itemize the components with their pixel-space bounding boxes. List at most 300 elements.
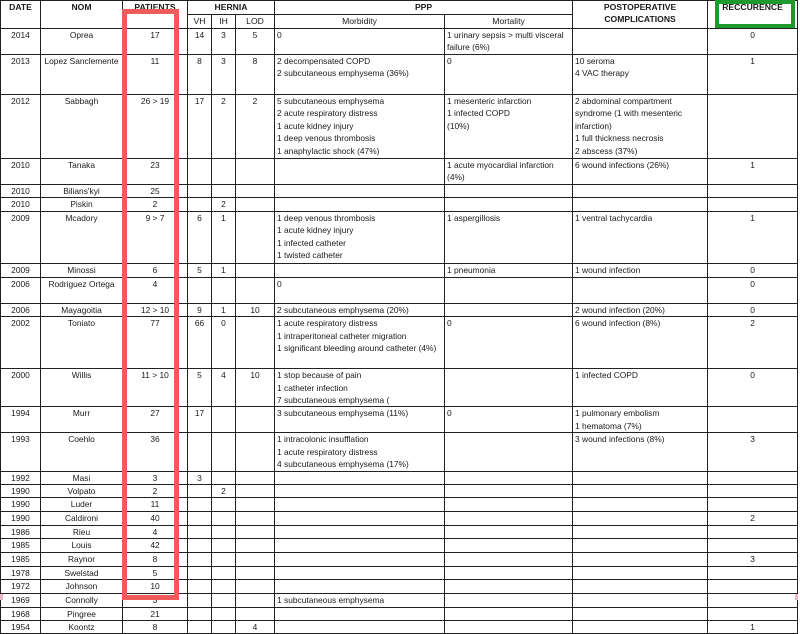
date-cell: 2013 bbox=[1, 55, 41, 95]
patients-cell: 42 bbox=[123, 539, 188, 553]
vh-cell: 3 bbox=[188, 471, 212, 484]
postop-line: 1 pulmonary embolism bbox=[575, 408, 660, 419]
morbidity-line: 7 subcutaneous emphysema ( bbox=[277, 395, 390, 406]
morbidity-cell bbox=[275, 607, 445, 620]
date-cell: 2000 bbox=[1, 369, 41, 407]
ih-cell bbox=[212, 539, 236, 553]
patients-cell: 11 bbox=[123, 55, 188, 95]
lod-cell bbox=[236, 580, 275, 593]
postop-cell bbox=[573, 485, 708, 498]
name-cell: Bilians'kyi bbox=[41, 185, 123, 198]
patients-cell: 12 > 10 bbox=[123, 303, 188, 316]
ih-cell bbox=[212, 580, 236, 593]
morbidity-line: 1 intraperitoneal catheter migration bbox=[277, 330, 407, 341]
patients-cell: 9 > 7 bbox=[123, 211, 188, 263]
date-cell: 1968 bbox=[1, 607, 41, 620]
name-cell: Coehlo bbox=[41, 433, 123, 471]
morbidity-line: 2 decompensated COPD bbox=[277, 56, 371, 66]
table-row bbox=[1, 539, 798, 553]
vh-cell bbox=[188, 277, 212, 303]
patients-cell: 77 bbox=[123, 317, 188, 369]
name-cell: Oprea bbox=[41, 29, 123, 55]
morbidity-cell bbox=[275, 593, 445, 607]
name-cell: Rodriguez Ortega bbox=[41, 277, 123, 303]
name-cell: Lopez Sanclemente bbox=[41, 55, 123, 95]
lod-cell bbox=[236, 553, 275, 566]
patients-cell: 11 bbox=[123, 498, 188, 511]
lod-cell bbox=[236, 185, 275, 198]
mortality-cell bbox=[445, 620, 573, 633]
morbidity-line: 3 subcutaneous emphysema (11%) bbox=[277, 408, 409, 419]
vh-cell: 5 bbox=[188, 263, 212, 277]
header-nom: NOM bbox=[41, 1, 123, 29]
morbidity-cell bbox=[275, 498, 445, 511]
name-cell: Willis bbox=[41, 369, 123, 407]
name-cell: Swelstad bbox=[41, 566, 123, 579]
morbidity-line: 0 bbox=[277, 278, 282, 289]
table-row bbox=[1, 433, 798, 471]
date-cell: 1993 bbox=[1, 433, 41, 471]
recurrence-cell: 0 bbox=[708, 29, 798, 55]
morbidity-cell bbox=[275, 317, 445, 369]
morbidity-cell bbox=[275, 511, 445, 525]
postop-line: 2 wound infection (20%) bbox=[575, 304, 665, 315]
table-row bbox=[1, 369, 798, 407]
postop-cell bbox=[573, 553, 708, 566]
postop-cell bbox=[573, 498, 708, 511]
patients-cell: 25 bbox=[123, 185, 188, 198]
table-row bbox=[1, 607, 798, 620]
recurrence-cell: 2 bbox=[708, 511, 798, 525]
name-cell: Raynor bbox=[41, 553, 123, 566]
name-cell: Toniato bbox=[41, 317, 123, 369]
vh-cell bbox=[188, 566, 212, 579]
morbidity-line: 4 subcutaneous emphysema (17%) bbox=[277, 459, 409, 470]
vh-cell bbox=[188, 593, 212, 607]
mortality-line: 1 pneumonia bbox=[447, 264, 496, 275]
mortality-cell bbox=[445, 29, 573, 55]
name-cell: Johnson bbox=[41, 580, 123, 593]
name-cell: Koontz bbox=[41, 620, 123, 633]
ih-cell: 3 bbox=[212, 55, 236, 95]
table-row bbox=[1, 263, 798, 277]
lod-cell: 5 bbox=[236, 29, 275, 55]
mortality-cell bbox=[445, 303, 573, 316]
table-row bbox=[1, 159, 798, 185]
vh-cell bbox=[188, 159, 212, 185]
recurrence-cell bbox=[708, 95, 798, 159]
postop-cell bbox=[573, 263, 708, 277]
postop-cell bbox=[573, 55, 708, 95]
morbidity-cell bbox=[275, 263, 445, 277]
date-cell: 2009 bbox=[1, 211, 41, 263]
lod-cell bbox=[236, 511, 275, 525]
postop-line: 10 seroma bbox=[575, 56, 615, 66]
morbidity-cell bbox=[275, 407, 445, 433]
name-cell: Rieu bbox=[41, 525, 123, 538]
morbidity-line: 2 subcutaneous emphysema (36%) bbox=[277, 68, 409, 79]
morbidity-cell bbox=[275, 620, 445, 633]
date-cell: 2010 bbox=[1, 185, 41, 198]
postop-line: 6 wound infections (26%) bbox=[575, 160, 670, 170]
name-cell: Volpato bbox=[41, 485, 123, 498]
ih-cell bbox=[212, 407, 236, 433]
header-morbidity: Morbidity bbox=[275, 15, 445, 29]
header-postop: POSTOPERATIVE COMPLICATIONS bbox=[573, 1, 708, 29]
patients-cell: 17 bbox=[123, 29, 188, 55]
mortality-cell bbox=[445, 485, 573, 498]
table-row bbox=[1, 407, 798, 433]
date-cell: 2010 bbox=[1, 198, 41, 211]
patients-cell: 3 bbox=[123, 593, 188, 607]
patients-cell: 23 bbox=[123, 159, 188, 185]
table-row bbox=[1, 317, 798, 369]
recurrence-cell bbox=[708, 407, 798, 433]
postop-cell bbox=[573, 159, 708, 185]
date-cell: 1985 bbox=[1, 553, 41, 566]
mortality-cell bbox=[445, 580, 573, 593]
postop-cell bbox=[573, 593, 708, 607]
ih-cell bbox=[212, 593, 236, 607]
mortality-cell bbox=[445, 185, 573, 198]
patients-cell: 8 bbox=[123, 620, 188, 633]
postop-cell bbox=[573, 433, 708, 471]
postop-line: 4 VAC therapy bbox=[575, 68, 629, 79]
date-cell: 2012 bbox=[1, 95, 41, 159]
lod-cell bbox=[236, 593, 275, 607]
patients-cell: 40 bbox=[123, 511, 188, 525]
ih-cell bbox=[212, 185, 236, 198]
name-cell: Piskin bbox=[41, 198, 123, 211]
lod-cell bbox=[236, 263, 275, 277]
postop-cell bbox=[573, 566, 708, 579]
ih-cell: 2 bbox=[212, 485, 236, 498]
patients-cell: 2 bbox=[123, 485, 188, 498]
patients-cell: 2 bbox=[123, 198, 188, 211]
header-row-1 bbox=[1, 1, 798, 15]
date-cell: 1985 bbox=[1, 539, 41, 553]
page-edge-marker-right bbox=[795, 594, 798, 600]
lod-cell: 10 bbox=[236, 369, 275, 407]
recurrence-cell bbox=[708, 607, 798, 620]
lod-cell bbox=[236, 277, 275, 303]
header-lod: LOD bbox=[236, 15, 275, 29]
patients-cell: 27 bbox=[123, 407, 188, 433]
lod-cell bbox=[236, 407, 275, 433]
table-row bbox=[1, 185, 798, 198]
mortality-cell bbox=[445, 211, 573, 263]
table-row bbox=[1, 485, 798, 498]
name-cell: Mayagoitia bbox=[41, 303, 123, 316]
morbidity-line: 1 deep venous thrombosis bbox=[277, 212, 376, 223]
vh-cell bbox=[188, 511, 212, 525]
postop-cell bbox=[573, 511, 708, 525]
mortality-cell bbox=[445, 525, 573, 538]
lod-cell bbox=[236, 539, 275, 553]
mortality-line: 1 mesenteric infarction bbox=[447, 96, 532, 106]
mortality-line: 1 urinary sepsis > multi visceral failure (6%) bbox=[447, 30, 564, 53]
lod-cell bbox=[236, 607, 275, 620]
vh-cell: 8 bbox=[188, 55, 212, 95]
morbidity-cell bbox=[275, 303, 445, 316]
postop-cell bbox=[573, 471, 708, 484]
postop-line: 1 ventral tachycardia bbox=[575, 212, 653, 223]
date-cell: 2002 bbox=[1, 317, 41, 369]
vh-cell: 17 bbox=[188, 407, 212, 433]
date-cell: 1990 bbox=[1, 485, 41, 498]
postop-cell bbox=[573, 525, 708, 538]
date-cell: 2009 bbox=[1, 263, 41, 277]
morbidity-cell bbox=[275, 211, 445, 263]
mortality-line: 1 acute myocardial infarction (4%) bbox=[447, 160, 554, 183]
ih-cell: 3 bbox=[212, 29, 236, 55]
recurrence-cell bbox=[708, 593, 798, 607]
recurrence-cell bbox=[708, 566, 798, 579]
vh-cell bbox=[188, 539, 212, 553]
date-cell: 1954 bbox=[1, 620, 41, 633]
postop-cell bbox=[573, 198, 708, 211]
morbidity-cell bbox=[275, 471, 445, 484]
morbidity-cell bbox=[275, 159, 445, 185]
postop-line: 1 hematoma (7%) bbox=[575, 420, 642, 431]
patients-cell: 10 bbox=[123, 580, 188, 593]
table-row bbox=[1, 511, 798, 525]
vh-cell bbox=[188, 498, 212, 511]
page-edge-marker-left bbox=[0, 594, 3, 600]
table-row bbox=[1, 525, 798, 538]
table-row bbox=[1, 277, 798, 303]
mortality-cell bbox=[445, 317, 573, 369]
date-cell: 1990 bbox=[1, 498, 41, 511]
date-cell: 1992 bbox=[1, 471, 41, 484]
patients-cell: 8 bbox=[123, 553, 188, 566]
name-cell: Sabbagh bbox=[41, 95, 123, 159]
recurrence-cell: 3 bbox=[708, 433, 798, 471]
recurrence-cell: 0 bbox=[708, 303, 798, 316]
morbidity-cell bbox=[275, 277, 445, 303]
morbidity-line: 1 infected catheter bbox=[277, 237, 346, 248]
mortality-line: 0 bbox=[447, 408, 452, 419]
name-cell: Mcadory bbox=[41, 211, 123, 263]
recurrence-cell bbox=[708, 525, 798, 538]
mortality-line: 0 bbox=[447, 56, 452, 66]
name-cell: Connolly bbox=[41, 593, 123, 607]
morbidity-cell bbox=[275, 95, 445, 159]
mortality-line: 0 bbox=[447, 318, 452, 329]
ih-cell: 1 bbox=[212, 211, 236, 263]
patients-cell: 4 bbox=[123, 525, 188, 538]
ih-cell bbox=[212, 607, 236, 620]
morbidity-line: 1 acute kidney injury bbox=[277, 225, 354, 236]
recurrence-cell: 0 bbox=[708, 369, 798, 407]
postop-line: 6 wound infection (8%) bbox=[575, 318, 661, 329]
morbidity-line: 1 anaphylactic shock (47%) bbox=[277, 145, 380, 156]
postop-line: 1 wound infection bbox=[575, 264, 641, 275]
postop-cell bbox=[573, 95, 708, 159]
morbidity-cell bbox=[275, 525, 445, 538]
table-row bbox=[1, 198, 798, 211]
mortality-cell bbox=[445, 407, 573, 433]
recurrence-cell bbox=[708, 471, 798, 484]
table-row bbox=[1, 620, 798, 633]
ih-cell bbox=[212, 566, 236, 579]
ih-cell bbox=[212, 525, 236, 538]
ih-cell: 1 bbox=[212, 263, 236, 277]
lod-cell bbox=[236, 198, 275, 211]
table-row bbox=[1, 566, 798, 579]
name-cell: Murr bbox=[41, 407, 123, 433]
table-row bbox=[1, 303, 798, 316]
recurrence-cell: 2 bbox=[708, 317, 798, 369]
morbidity-cell bbox=[275, 566, 445, 579]
table-row bbox=[1, 471, 798, 484]
morbidity-line: 1 subcutaneous emphysema bbox=[277, 594, 385, 605]
recurrence-cell bbox=[708, 539, 798, 553]
name-cell: Masi bbox=[41, 471, 123, 484]
vh-cell bbox=[188, 607, 212, 620]
vh-cell bbox=[188, 198, 212, 211]
morbidity-line: 5 subcutaneous emphysema bbox=[277, 96, 385, 106]
vh-cell bbox=[188, 485, 212, 498]
lod-cell bbox=[236, 498, 275, 511]
patients-cell: 11 > 10 bbox=[123, 369, 188, 407]
ih-cell: 1 bbox=[212, 303, 236, 316]
mortality-line: 1 aspergillosis bbox=[447, 212, 501, 223]
patients-cell: 36 bbox=[123, 433, 188, 471]
morbidity-cell bbox=[275, 433, 445, 471]
morbidity-line: 1 twisted catheter bbox=[277, 250, 343, 261]
name-cell: Luder bbox=[41, 498, 123, 511]
morbidity-line: 1 intracolonic insufflation bbox=[277, 434, 369, 445]
postop-cell bbox=[573, 607, 708, 620]
vh-cell bbox=[188, 433, 212, 471]
morbidity-cell bbox=[275, 485, 445, 498]
morbidity-cell bbox=[275, 580, 445, 593]
lod-cell: 8 bbox=[236, 55, 275, 95]
lod-cell bbox=[236, 525, 275, 538]
lod-cell bbox=[236, 159, 275, 185]
table-row bbox=[1, 580, 798, 593]
recurrence-cell: 1 bbox=[708, 159, 798, 185]
mortality-cell bbox=[445, 277, 573, 303]
postop-cell bbox=[573, 580, 708, 593]
date-cell: 1972 bbox=[1, 580, 41, 593]
mortality-cell bbox=[445, 95, 573, 159]
vh-cell: 14 bbox=[188, 29, 212, 55]
mortality-line: 1 infected COPD bbox=[447, 108, 510, 119]
table-row bbox=[1, 95, 798, 159]
mortality-cell bbox=[445, 539, 573, 553]
patients-cell: 6 bbox=[123, 263, 188, 277]
morbidity-cell bbox=[275, 198, 445, 211]
ih-cell: 4 bbox=[212, 369, 236, 407]
date-cell: 1969 bbox=[1, 593, 41, 607]
header-ih: IH bbox=[212, 15, 236, 29]
mortality-cell bbox=[445, 607, 573, 620]
date-cell: 2014 bbox=[1, 29, 41, 55]
postop-cell bbox=[573, 185, 708, 198]
ih-cell bbox=[212, 620, 236, 633]
header-mortality: Mortality bbox=[445, 15, 573, 29]
ih-cell: 2 bbox=[212, 95, 236, 159]
lod-cell bbox=[236, 433, 275, 471]
date-cell: 1986 bbox=[1, 525, 41, 538]
postop-cell bbox=[573, 369, 708, 407]
patients-cell: 3 bbox=[123, 471, 188, 484]
lod-cell bbox=[236, 566, 275, 579]
patients-cell: 26 > 19 bbox=[123, 95, 188, 159]
postop-cell bbox=[573, 620, 708, 633]
postop-cell bbox=[573, 317, 708, 369]
name-cell: Caldironi bbox=[41, 511, 123, 525]
date-cell: 1994 bbox=[1, 407, 41, 433]
mortality-cell bbox=[445, 263, 573, 277]
table-row bbox=[1, 55, 798, 95]
lod-cell: 4 bbox=[236, 620, 275, 633]
postop-cell bbox=[573, 29, 708, 55]
recurrence-cell: 3 bbox=[708, 553, 798, 566]
morbidity-line: 1 acute respiratory distress bbox=[277, 446, 378, 457]
postop-line: 2 abdominal compartment syndrome (1 with mesenteric infarction) bbox=[575, 96, 683, 131]
vh-cell bbox=[188, 620, 212, 633]
lod-cell bbox=[236, 211, 275, 263]
table-row bbox=[1, 553, 798, 566]
recurrence-cell: 1 bbox=[708, 55, 798, 95]
morbidity-line: 1 deep venous thrombosis bbox=[277, 133, 376, 144]
patients-cell: 21 bbox=[123, 607, 188, 620]
recurrence-cell bbox=[708, 485, 798, 498]
mortality-cell bbox=[445, 198, 573, 211]
morbidity-cell bbox=[275, 29, 445, 55]
morbidity-cell bbox=[275, 55, 445, 95]
mortality-cell bbox=[445, 566, 573, 579]
recurrence-cell: 0 bbox=[708, 263, 798, 277]
vh-cell: 17 bbox=[188, 95, 212, 159]
ih-cell bbox=[212, 433, 236, 471]
recurrence-cell bbox=[708, 198, 798, 211]
header-ppp: PPP bbox=[275, 1, 573, 15]
table-row bbox=[1, 211, 798, 263]
mortality-cell bbox=[445, 593, 573, 607]
table-body bbox=[1, 29, 798, 634]
table-row bbox=[1, 593, 798, 607]
ih-cell bbox=[212, 277, 236, 303]
lod-cell bbox=[236, 485, 275, 498]
mortality-cell bbox=[445, 511, 573, 525]
morbidity-cell bbox=[275, 539, 445, 553]
morbidity-line: 1 acute kidney injury bbox=[277, 120, 354, 131]
morbidity-cell bbox=[275, 185, 445, 198]
lod-cell bbox=[236, 471, 275, 484]
name-cell: Pingree bbox=[41, 607, 123, 620]
mortality-cell bbox=[445, 159, 573, 185]
header-recurrence: RECCURENCE bbox=[708, 1, 798, 29]
date-cell: 2006 bbox=[1, 277, 41, 303]
morbidity-line: 0 bbox=[277, 30, 282, 40]
morbidity-line: 2 acute respiratory distress bbox=[277, 108, 378, 119]
lod-cell bbox=[236, 317, 275, 369]
postop-cell bbox=[573, 277, 708, 303]
recurrence-cell bbox=[708, 580, 798, 593]
postop-line: 2 abscess (37%) bbox=[575, 145, 638, 156]
mortality-line: (10%) bbox=[447, 120, 470, 131]
vh-cell bbox=[188, 185, 212, 198]
patients-cell: 4 bbox=[123, 277, 188, 303]
vh-cell: 9 bbox=[188, 303, 212, 316]
ih-cell bbox=[212, 498, 236, 511]
vh-cell bbox=[188, 580, 212, 593]
morbidity-line: 1 acute respiratory distress bbox=[277, 318, 378, 329]
